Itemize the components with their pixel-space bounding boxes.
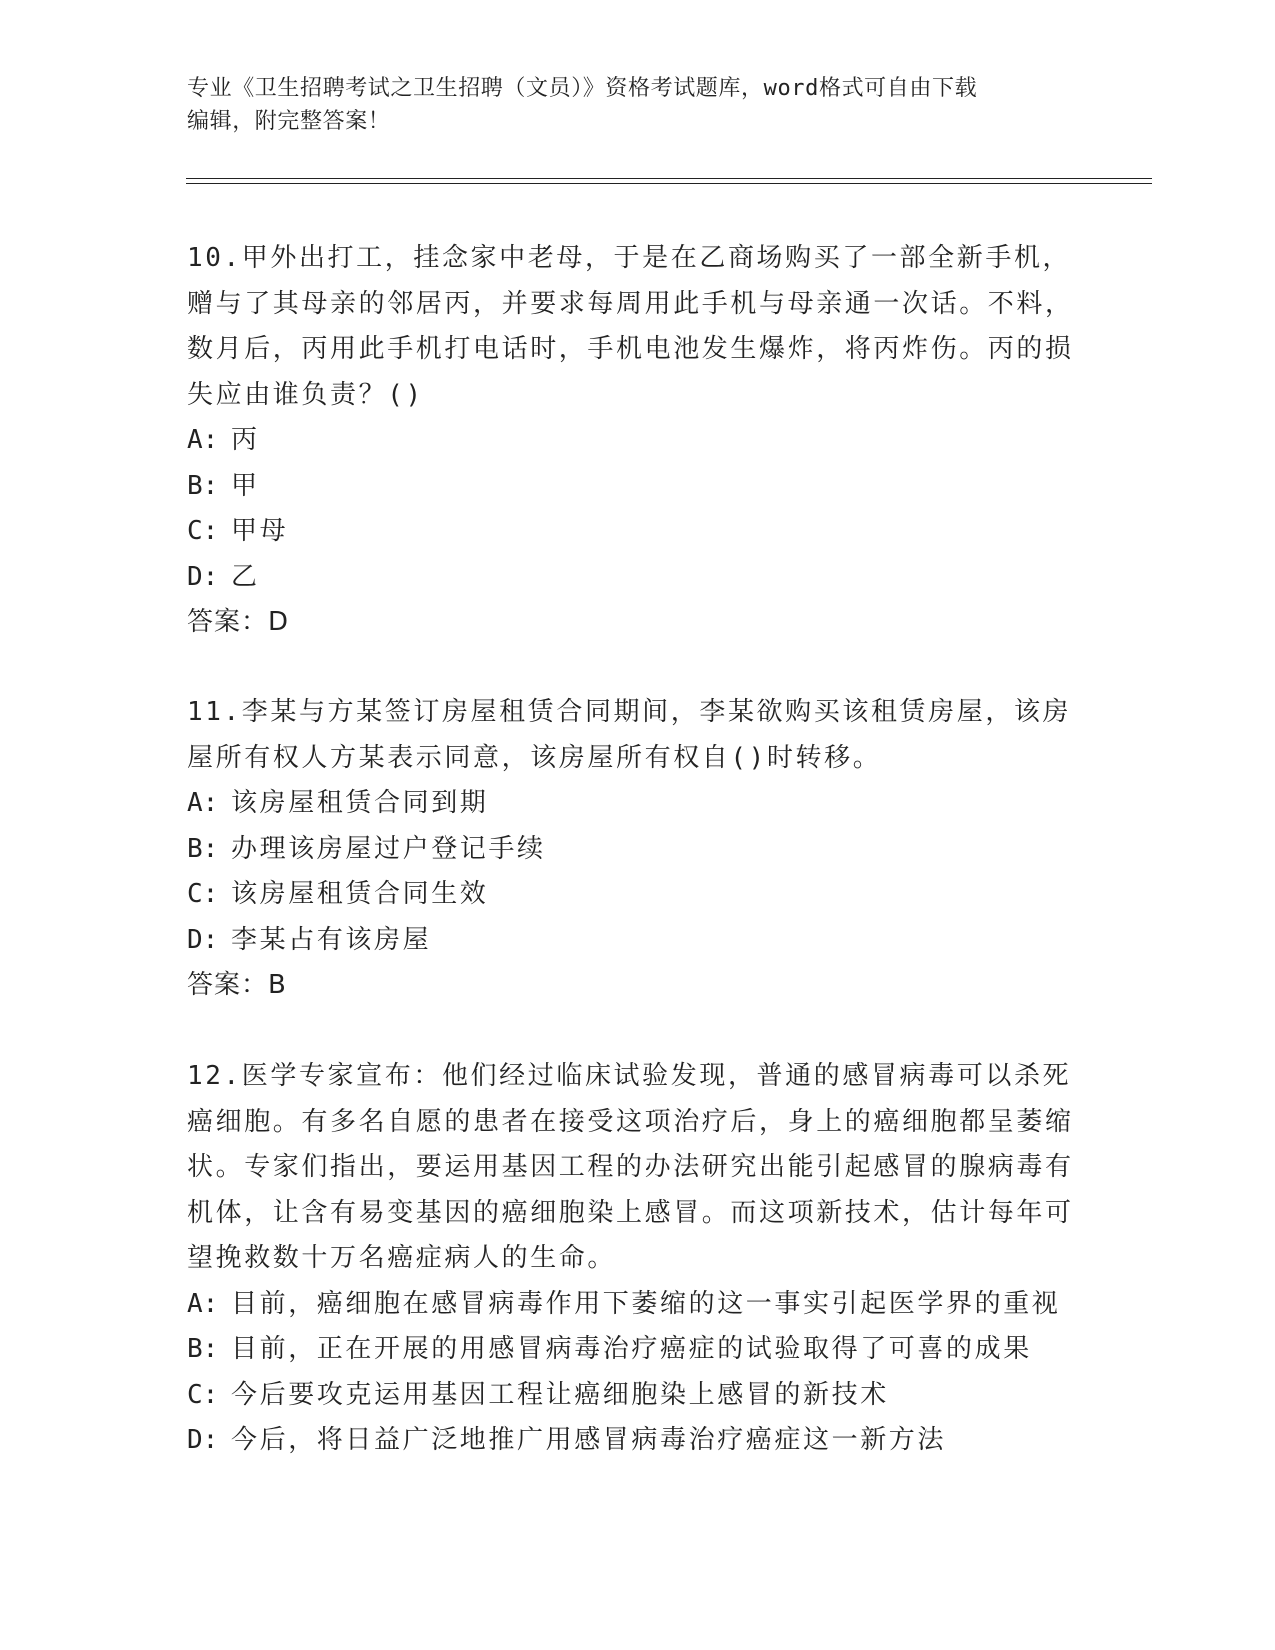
option-key: C: — [187, 516, 219, 546]
answer-line: 答案：B — [187, 970, 287, 1000]
header-line-1: 专业《卫生招聘考试之卫生招聘（文员）》资格考试题库，word格式可自由下载 — [187, 76, 978, 101]
option-text: 甲 — [231, 470, 260, 501]
header-line-2: 编辑，附完整答案！ — [187, 109, 391, 134]
option-a — [187, 1282, 1077, 1328]
option-c — [187, 872, 1077, 918]
option-key: A: — [187, 1288, 219, 1319]
document-header — [187, 72, 1067, 138]
option-key: D: — [187, 561, 219, 592]
option-text: 李某占有该房屋 — [231, 924, 432, 955]
option-key: D: — [187, 924, 219, 955]
option-d — [187, 555, 1077, 601]
option-key: C: — [187, 1379, 219, 1410]
option-text: 丙 — [231, 425, 260, 455]
question-stem: 10.甲外出打工，挂念家中老母，于是在乙商场购买了一部全新手机，赠与了其母亲的邻居丙，并要求每周用此手机与母亲通一次话。不料，数月后，丙用此手机打电话时，手机电池发生爆炸，将丙炸伤。丙的损失应由谁负责？() — [187, 243, 1074, 410]
option-text: 办理该房屋过户登记手续 — [231, 833, 546, 864]
header-divider-top — [186, 178, 1152, 179]
option-key: B: — [187, 833, 219, 864]
option-c — [187, 1373, 1077, 1419]
header-divider-bottom — [186, 183, 1152, 184]
option-d — [187, 1418, 1077, 1464]
option-key: A: — [187, 788, 219, 818]
option-text: 乙 — [231, 561, 260, 592]
question-stem: 12.医学专家宣布：他们经过临床试验发现，普通的感冒病毒可以杀死癌细胞。有多名自愿的患者在接受这项治疗后，身上的癌细胞都呈萎缩状。专家们指出，要运用基因工程的办法研究出能引起感冒的腺病毒有机体，让含有易变基因的癌细胞染上感冒。而这项新技术，估计每年可望挽救数十万名癌症病人的生命。 — [187, 1061, 1074, 1273]
option-text: 目前，癌细胞在感冒病毒作用下萎缩的这一事实引起医学界的重视 — [231, 1288, 1061, 1319]
option-d — [187, 918, 1077, 964]
option-text: 今后，将日益广泛地推广用感冒病毒治疗癌症这一新方法 — [231, 1425, 947, 1455]
option-b — [187, 464, 1077, 510]
option-b — [187, 827, 1077, 873]
option-text: 甲母 — [231, 516, 289, 546]
option-b — [187, 1327, 1077, 1373]
option-key: B: — [187, 1334, 219, 1364]
question-12 — [187, 1054, 1077, 1464]
option-text: 目前，正在开展的用感冒病毒治疗癌症的试验取得了可喜的成果 — [231, 1334, 1032, 1364]
question-11 — [187, 690, 1077, 1009]
option-text: 该房屋租赁合同生效 — [231, 879, 489, 909]
option-text: 该房屋租赁合同到期 — [231, 788, 489, 818]
question-10 — [187, 236, 1077, 646]
option-a — [187, 418, 1077, 464]
option-c — [187, 509, 1077, 555]
option-text: 今后要攻克运用基因工程让癌细胞染上感冒的新技术 — [231, 1379, 889, 1410]
question-stem: 11.李某与方某签订房屋租赁合同期间，李某欲购买该租赁房屋，该房屋所有权人方某表示同意，该房屋所有权自()时转移。 — [187, 697, 1072, 773]
option-key: C: — [187, 879, 219, 909]
option-a — [187, 781, 1077, 827]
option-key: B: — [187, 470, 219, 501]
option-key: A: — [187, 425, 219, 455]
answer-line: 答案：D — [187, 607, 290, 637]
option-key: D: — [187, 1425, 219, 1455]
